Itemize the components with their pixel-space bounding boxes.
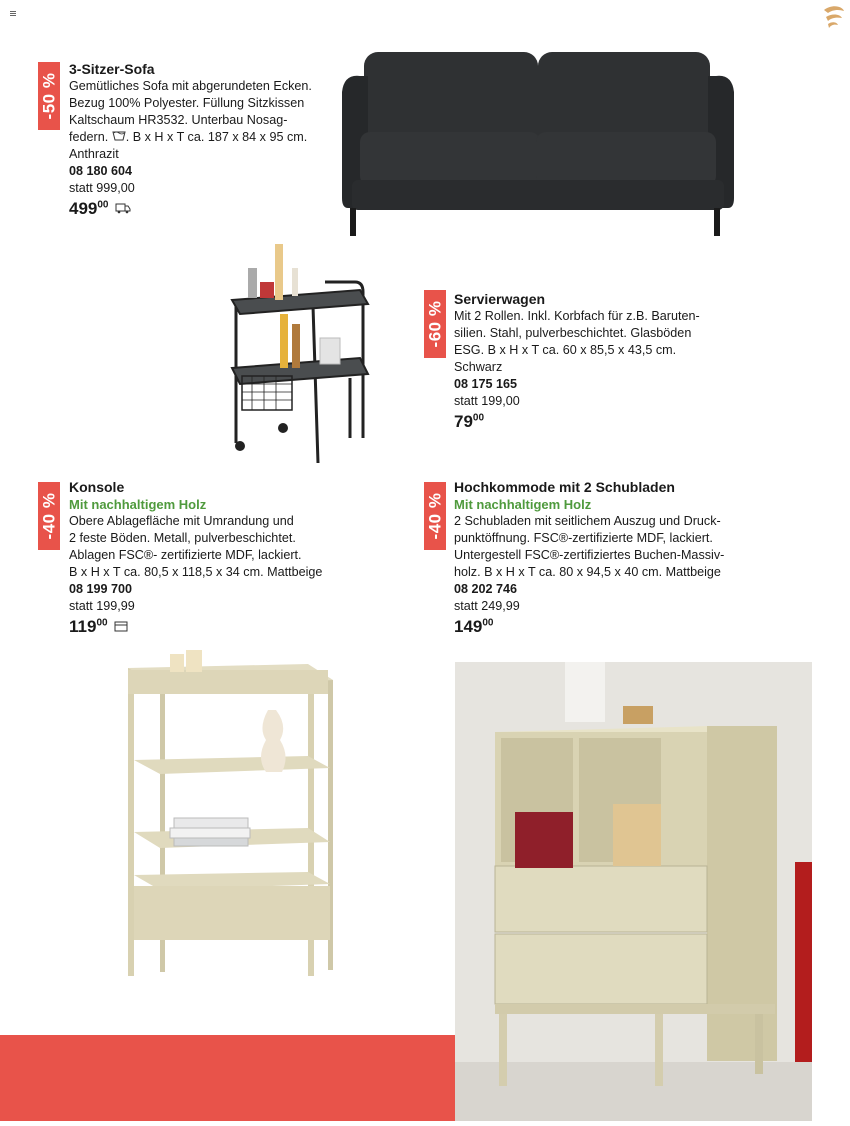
sofa-image	[338, 48, 738, 240]
price-cents: 00	[482, 617, 494, 629]
menu-icon[interactable]	[10, 11, 16, 17]
product-desc-line: Obere Ablagefläche mit Umrandung und	[69, 514, 294, 528]
product-desc-line: Mit 2 Rollen. Inkl. Korbfach für z.B. Baruten-	[454, 309, 700, 323]
price	[69, 200, 329, 217]
console-shelf-image	[120, 650, 340, 980]
product-desc-line: Kaltschaum HR3532. Unterbau Nosag-	[69, 113, 288, 127]
product-desc-line	[69, 129, 329, 146]
price-value: 149	[454, 617, 483, 636]
old-price: statt 199,00	[454, 394, 520, 408]
article-number: 08 202 746	[454, 582, 518, 596]
product-desc-line: Untergestell FSC®-zertifiziertes Buchen-Massiv-	[454, 548, 725, 562]
price-cents: 00	[96, 617, 108, 629]
discount-badge: -40 %	[424, 482, 446, 550]
price-cents: 00	[97, 199, 109, 211]
article-number: 08 199 700	[69, 582, 133, 596]
price-value: 119	[69, 617, 97, 636]
price	[454, 413, 724, 430]
product-desc-line: 2 feste Böden. Metall, pulverbeschichtet.	[69, 531, 296, 545]
parcel-icon	[114, 618, 128, 635]
product-title: Hochkommode mit 2 Schubladen	[454, 479, 675, 495]
product-desc-line: Bezug 100% Polyester. Füllung Sitzkissen	[69, 96, 305, 110]
product-console	[69, 478, 339, 635]
product-sofa	[69, 60, 329, 217]
serving-cart-image	[220, 238, 370, 468]
product-title: 3-Sitzer-Sofa	[69, 61, 155, 77]
price	[454, 618, 754, 635]
price-value: 79	[454, 412, 473, 431]
old-price: statt 199,99	[69, 599, 135, 613]
product-serving-cart	[454, 290, 724, 430]
article-number: 08 180 604	[69, 164, 133, 178]
product-desc-line: ESG. B x H x T ca. 60 x 85,5 x 43,5 cm.	[454, 343, 677, 357]
discount-badge: -50 %	[38, 62, 60, 130]
product-subtitle: Mit nachhaltigem Holz	[69, 497, 207, 512]
product-color: Anthrazit	[69, 147, 119, 161]
discount-badge: -40 %	[38, 482, 60, 550]
high-dresser-image	[455, 662, 812, 1121]
product-desc-line: Ablagen FSC®- zertifizierte MDF, lackiert.	[69, 548, 302, 562]
old-price: statt 999,00	[69, 181, 135, 195]
product-title: Konsole	[69, 479, 125, 495]
product-high-dresser	[454, 478, 754, 635]
product-desc-line: holz. B x H x T ca. 80 x 94,5 x 40 cm. Mattbeige	[454, 565, 721, 579]
washable-icon	[112, 129, 126, 146]
product-desc-line: Gemütliches Sofa mit abgerundeten Ecken.	[69, 79, 312, 93]
desc-prefix: federn.	[69, 130, 109, 144]
product-desc-line: silien. Stahl, pulverbeschichtet. Glasböden	[454, 326, 692, 340]
desc-dimensions: . B x H x T ca. 187 x 84 x 95 cm.	[125, 130, 308, 144]
decorative-band	[0, 1035, 455, 1121]
product-subtitle: Mit nachhaltigem Holz	[454, 497, 592, 512]
price-value: 499	[69, 199, 98, 218]
tchibo-logo	[818, 2, 848, 32]
product-desc-line: B x H x T ca. 80,5 x 118,5 x 34 cm. Mattbeige	[69, 565, 323, 579]
product-desc-line: punktöffnung. FSC®-zertifizierte MDF, lackiert.	[454, 531, 713, 545]
delivery-truck-icon	[115, 200, 131, 217]
product-title: Servierwagen	[454, 291, 546, 307]
article-number: 08 175 165	[454, 377, 518, 391]
product-desc-line: 2 Schubladen mit seitlichem Auszug und Druck-	[454, 514, 721, 528]
old-price: statt 249,99	[454, 599, 520, 613]
product-color: Schwarz	[454, 360, 503, 374]
price-cents: 00	[472, 412, 485, 424]
discount-badge: -60 %	[424, 290, 446, 358]
price	[69, 618, 339, 635]
